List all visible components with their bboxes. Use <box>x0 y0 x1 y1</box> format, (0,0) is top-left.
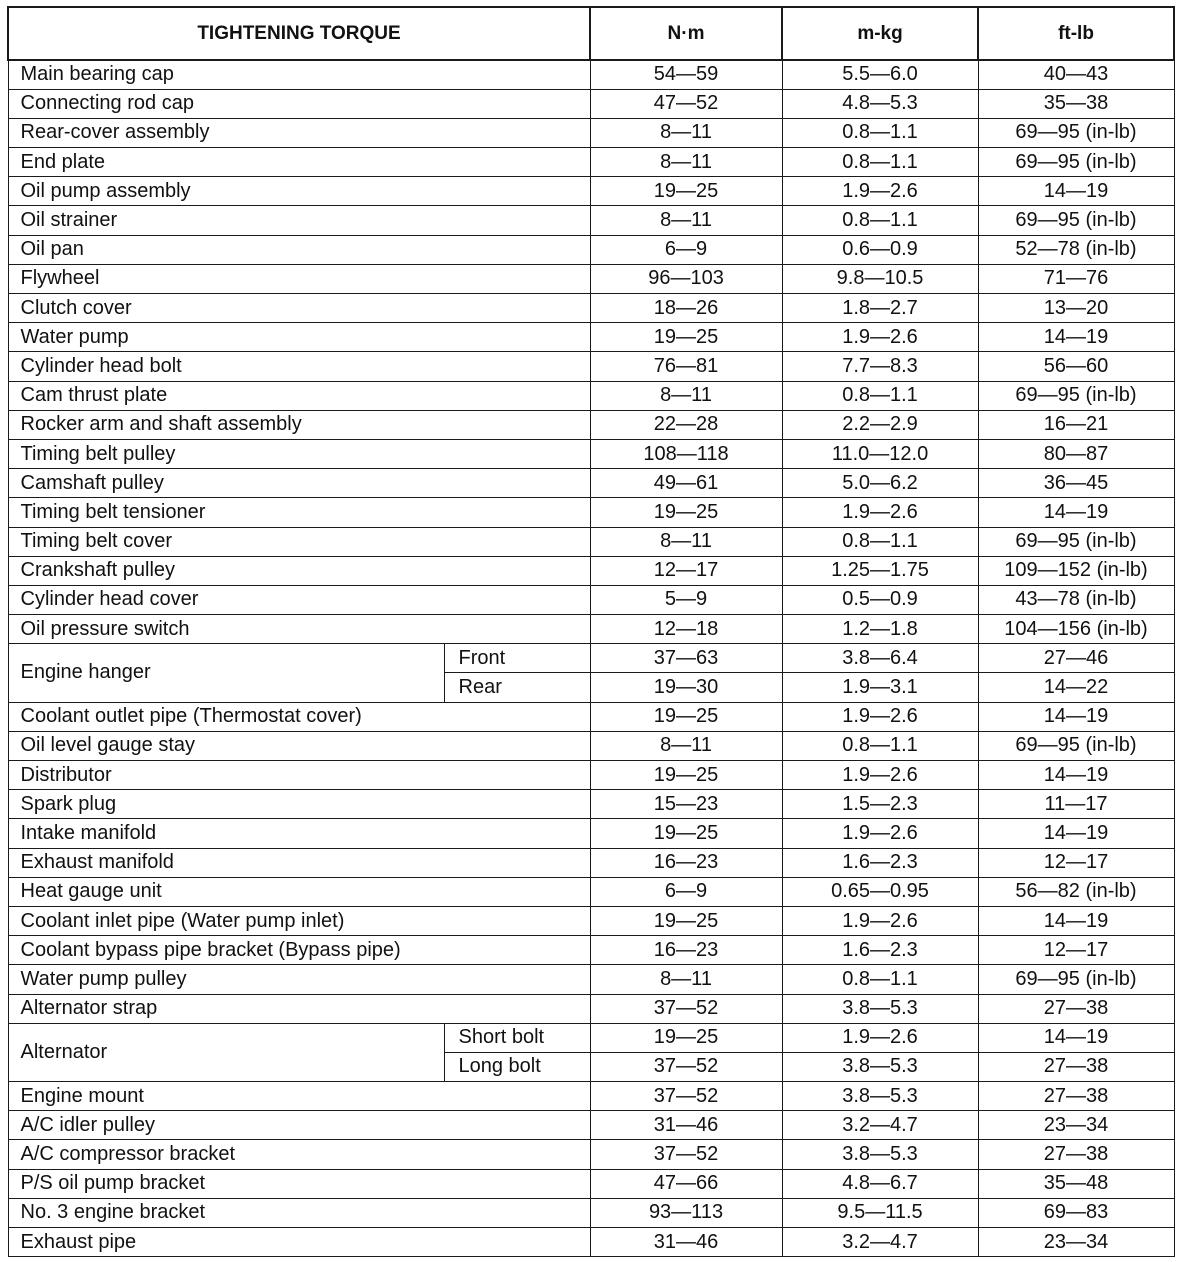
item-name: A/C idler pulley <box>8 1111 590 1140</box>
value-nm: 47—52 <box>590 89 782 118</box>
value-nm: 37—52 <box>590 1082 782 1111</box>
value-mkg: 1.8—2.7 <box>782 294 978 323</box>
value-mkg: 0.8—1.1 <box>782 731 978 760</box>
value-nm: 19—25 <box>590 702 782 731</box>
value-nm: 18—26 <box>590 294 782 323</box>
value-ftlb: 43—78 (in-lb) <box>978 585 1174 614</box>
table-row <box>8 264 1174 293</box>
item-name: Timing belt tensioner <box>8 498 590 527</box>
table-row <box>8 848 1174 877</box>
value-nm: 93—113 <box>590 1198 782 1227</box>
value-nm: 49—61 <box>590 469 782 498</box>
table-row <box>8 294 1174 323</box>
value-ftlb: 14—19 <box>978 177 1174 206</box>
table-row <box>8 323 1174 352</box>
value-nm: 76—81 <box>590 352 782 381</box>
value-mkg: 1.6—2.3 <box>782 936 978 965</box>
table-row <box>8 177 1174 206</box>
item-name: Clutch cover <box>8 294 590 323</box>
table-row <box>8 118 1174 147</box>
item-subtype: Rear <box>444 673 590 702</box>
value-nm: 6—9 <box>590 235 782 264</box>
value-nm: 8—11 <box>590 118 782 147</box>
value-mkg: 1.6—2.3 <box>782 848 978 877</box>
value-nm: 54—59 <box>590 60 782 89</box>
item-name: Oil pan <box>8 235 590 264</box>
value-nm: 37—52 <box>590 1052 782 1081</box>
value-mkg: 4.8—6.7 <box>782 1169 978 1198</box>
item-name: Distributor <box>8 761 590 790</box>
table-row <box>8 1198 1174 1227</box>
header-ftlb: ft-lb <box>978 7 1174 60</box>
header-row <box>8 7 1174 60</box>
torque-table <box>7 6 1175 1257</box>
value-mkg: 1.9—2.6 <box>782 702 978 731</box>
value-nm: 19—25 <box>590 761 782 790</box>
value-mkg: 3.8—5.3 <box>782 1052 978 1081</box>
value-ftlb: 16—21 <box>978 410 1174 439</box>
value-nm: 19—25 <box>590 323 782 352</box>
item-name: Coolant inlet pipe (Water pump inlet) <box>8 906 590 935</box>
value-nm: 22—28 <box>590 410 782 439</box>
value-mkg: 1.9—2.6 <box>782 323 978 352</box>
value-ftlb: 27—38 <box>978 994 1174 1023</box>
table-row <box>8 527 1174 556</box>
table-row <box>8 761 1174 790</box>
item-name: Oil pump assembly <box>8 177 590 206</box>
table-row <box>8 702 1174 731</box>
value-ftlb: 14—19 <box>978 906 1174 935</box>
value-ftlb: 14—19 <box>978 819 1174 848</box>
table-row <box>8 906 1174 935</box>
value-nm: 19—25 <box>590 498 782 527</box>
header-nm: N·m <box>590 7 782 60</box>
value-mkg: 3.2—4.7 <box>782 1111 978 1140</box>
table-row <box>8 206 1174 235</box>
value-nm: 19—25 <box>590 1023 782 1052</box>
item-name: Exhaust pipe <box>8 1228 590 1257</box>
value-mkg: 3.2—4.7 <box>782 1228 978 1257</box>
table-row <box>8 994 1174 1023</box>
item-name: Spark plug <box>8 790 590 819</box>
value-mkg: 11.0—12.0 <box>782 439 978 468</box>
value-ftlb: 69—95 (in-lb) <box>978 731 1174 760</box>
item-name: End plate <box>8 148 590 177</box>
item-name: Camshaft pulley <box>8 469 590 498</box>
item-name: Main bearing cap <box>8 60 590 89</box>
value-mkg: 1.25—1.75 <box>782 556 978 585</box>
value-ftlb: 56—82 (in-lb) <box>978 877 1174 906</box>
item-name: Water pump pulley <box>8 965 590 994</box>
value-ftlb: 109—152 (in-lb) <box>978 556 1174 585</box>
value-ftlb: 69—95 (in-lb) <box>978 206 1174 235</box>
value-ftlb: 35—38 <box>978 89 1174 118</box>
value-ftlb: 14—22 <box>978 673 1174 702</box>
table-row <box>8 381 1174 410</box>
value-ftlb: 40—43 <box>978 60 1174 89</box>
value-mkg: 5.0—6.2 <box>782 469 978 498</box>
table-row <box>8 644 1174 673</box>
value-nm: 108—118 <box>590 439 782 468</box>
item-name: Crankshaft pulley <box>8 556 590 585</box>
table-row <box>8 89 1174 118</box>
item-name: Oil level gauge stay <box>8 731 590 760</box>
table-row <box>8 1023 1174 1052</box>
item-subtype: Short bolt <box>444 1023 590 1052</box>
value-nm: 8—11 <box>590 381 782 410</box>
value-ftlb: 12—17 <box>978 848 1174 877</box>
value-mkg: 3.8—5.3 <box>782 1140 978 1169</box>
value-mkg: 1.9—2.6 <box>782 761 978 790</box>
value-ftlb: 35—48 <box>978 1169 1174 1198</box>
header-mkg: m-kg <box>782 7 978 60</box>
value-mkg: 0.5—0.9 <box>782 585 978 614</box>
table-row <box>8 60 1174 89</box>
value-mkg: 1.2—1.8 <box>782 615 978 644</box>
table-row <box>8 148 1174 177</box>
value-mkg: 1.5—2.3 <box>782 790 978 819</box>
table-row <box>8 352 1174 381</box>
value-mkg: 0.8—1.1 <box>782 965 978 994</box>
table-row <box>8 1140 1174 1169</box>
value-nm: 8—11 <box>590 527 782 556</box>
value-nm: 37—52 <box>590 1140 782 1169</box>
value-mkg: 3.8—5.3 <box>782 994 978 1023</box>
value-ftlb: 23—34 <box>978 1111 1174 1140</box>
value-mkg: 5.5—6.0 <box>782 60 978 89</box>
value-ftlb: 80—87 <box>978 439 1174 468</box>
value-nm: 8—11 <box>590 965 782 994</box>
value-ftlb: 14—19 <box>978 1023 1174 1052</box>
table-row <box>8 235 1174 264</box>
value-nm: 16—23 <box>590 936 782 965</box>
table-row <box>8 1169 1174 1198</box>
value-ftlb: 69—95 (in-lb) <box>978 527 1174 556</box>
header-tightening-torque: TIGHTENING TORQUE <box>8 7 590 60</box>
item-name: No. 3 engine bracket <box>8 1198 590 1227</box>
item-name: Rocker arm and shaft assembly <box>8 410 590 439</box>
value-mkg: 1.9—2.6 <box>782 1023 978 1052</box>
item-name: Flywheel <box>8 264 590 293</box>
value-nm: 19—25 <box>590 819 782 848</box>
value-nm: 12—18 <box>590 615 782 644</box>
value-ftlb: 69—95 (in-lb) <box>978 381 1174 410</box>
value-nm: 15—23 <box>590 790 782 819</box>
value-ftlb: 14—19 <box>978 498 1174 527</box>
item-name: Oil pressure switch <box>8 615 590 644</box>
table-row <box>8 615 1174 644</box>
value-nm: 8—11 <box>590 148 782 177</box>
item-name: Timing belt cover <box>8 527 590 556</box>
table-row <box>8 556 1174 585</box>
value-ftlb: 27—38 <box>978 1052 1174 1081</box>
value-ftlb: 52—78 (in-lb) <box>978 235 1174 264</box>
item-name: Alternator strap <box>8 994 590 1023</box>
value-nm: 37—52 <box>590 994 782 1023</box>
value-mkg: 9.8—10.5 <box>782 264 978 293</box>
value-ftlb: 14—19 <box>978 323 1174 352</box>
value-ftlb: 36—45 <box>978 469 1174 498</box>
value-nm: 31—46 <box>590 1228 782 1257</box>
item-name: Rear-cover assembly <box>8 118 590 147</box>
item-subtype: Front <box>444 644 590 673</box>
value-mkg: 0.6—0.9 <box>782 235 978 264</box>
table-row <box>8 439 1174 468</box>
value-mkg: 3.8—6.4 <box>782 644 978 673</box>
item-name: A/C compressor bracket <box>8 1140 590 1169</box>
value-nm: 37—63 <box>590 644 782 673</box>
item-subtype: Long bolt <box>444 1052 590 1081</box>
value-ftlb: 71—76 <box>978 264 1174 293</box>
value-ftlb: 11—17 <box>978 790 1174 819</box>
table-row <box>8 936 1174 965</box>
item-name: Exhaust manifold <box>8 848 590 877</box>
item-name: Intake manifold <box>8 819 590 848</box>
table-row <box>8 790 1174 819</box>
item-name: Alternator <box>8 1023 444 1081</box>
item-name: Coolant bypass pipe bracket (Bypass pipe) <box>8 936 590 965</box>
value-ftlb: 12—17 <box>978 936 1174 965</box>
value-mkg: 0.8—1.1 <box>782 381 978 410</box>
value-ftlb: 27—46 <box>978 644 1174 673</box>
table-row <box>8 965 1174 994</box>
value-nm: 31—46 <box>590 1111 782 1140</box>
item-name: Connecting rod cap <box>8 89 590 118</box>
table-row <box>8 877 1174 906</box>
table-row <box>8 731 1174 760</box>
value-nm: 19—25 <box>590 177 782 206</box>
value-mkg: 1.9—2.6 <box>782 906 978 935</box>
value-ftlb: 69—95 (in-lb) <box>978 965 1174 994</box>
item-name: Timing belt pulley <box>8 439 590 468</box>
value-mkg: 7.7—8.3 <box>782 352 978 381</box>
value-nm: 6—9 <box>590 877 782 906</box>
item-name: Oil strainer <box>8 206 590 235</box>
value-ftlb: 56—60 <box>978 352 1174 381</box>
value-mkg: 1.9—2.6 <box>782 819 978 848</box>
value-mkg: 4.8—5.3 <box>782 89 978 118</box>
value-mkg: 0.8—1.1 <box>782 118 978 147</box>
value-nm: 8—11 <box>590 731 782 760</box>
item-name: Heat gauge unit <box>8 877 590 906</box>
value-ftlb: 23—34 <box>978 1228 1174 1257</box>
item-name: Engine mount <box>8 1082 590 1111</box>
value-ftlb: 27—38 <box>978 1082 1174 1111</box>
value-mkg: 2.2—2.9 <box>782 410 978 439</box>
value-ftlb: 14—19 <box>978 702 1174 731</box>
value-mkg: 3.8—5.3 <box>782 1082 978 1111</box>
item-name: Coolant outlet pipe (Thermostat cover) <box>8 702 590 731</box>
value-nm: 19—30 <box>590 673 782 702</box>
value-ftlb: 104—156 (in-lb) <box>978 615 1174 644</box>
table-row <box>8 469 1174 498</box>
value-ftlb: 69—95 (in-lb) <box>978 148 1174 177</box>
value-nm: 12—17 <box>590 556 782 585</box>
value-mkg: 0.8—1.1 <box>782 527 978 556</box>
table-row <box>8 1111 1174 1140</box>
table-row <box>8 819 1174 848</box>
value-ftlb: 27—38 <box>978 1140 1174 1169</box>
value-mkg: 1.9—3.1 <box>782 673 978 702</box>
value-ftlb: 13—20 <box>978 294 1174 323</box>
value-ftlb: 69—95 (in-lb) <box>978 118 1174 147</box>
value-mkg: 0.8—1.1 <box>782 206 978 235</box>
item-name: P/S oil pump bracket <box>8 1169 590 1198</box>
value-nm: 47—66 <box>590 1169 782 1198</box>
value-mkg: 1.9—2.6 <box>782 498 978 527</box>
value-ftlb: 14—19 <box>978 761 1174 790</box>
value-ftlb: 69—83 <box>978 1198 1174 1227</box>
value-mkg: 1.9—2.6 <box>782 177 978 206</box>
table-row <box>8 1082 1174 1111</box>
item-name: Engine hanger <box>8 644 444 702</box>
table-row <box>8 410 1174 439</box>
item-name: Cylinder head bolt <box>8 352 590 381</box>
value-nm: 19—25 <box>590 906 782 935</box>
value-mkg: 9.5—11.5 <box>782 1198 978 1227</box>
table-row <box>8 498 1174 527</box>
value-mkg: 0.8—1.1 <box>782 148 978 177</box>
value-nm: 16—23 <box>590 848 782 877</box>
value-nm: 8—11 <box>590 206 782 235</box>
item-name: Cylinder head cover <box>8 585 590 614</box>
item-name: Cam thrust plate <box>8 381 590 410</box>
table-row <box>8 1228 1174 1257</box>
value-nm: 96—103 <box>590 264 782 293</box>
value-mkg: 0.65—0.95 <box>782 877 978 906</box>
table-row <box>8 585 1174 614</box>
value-nm: 5—9 <box>590 585 782 614</box>
item-name: Water pump <box>8 323 590 352</box>
